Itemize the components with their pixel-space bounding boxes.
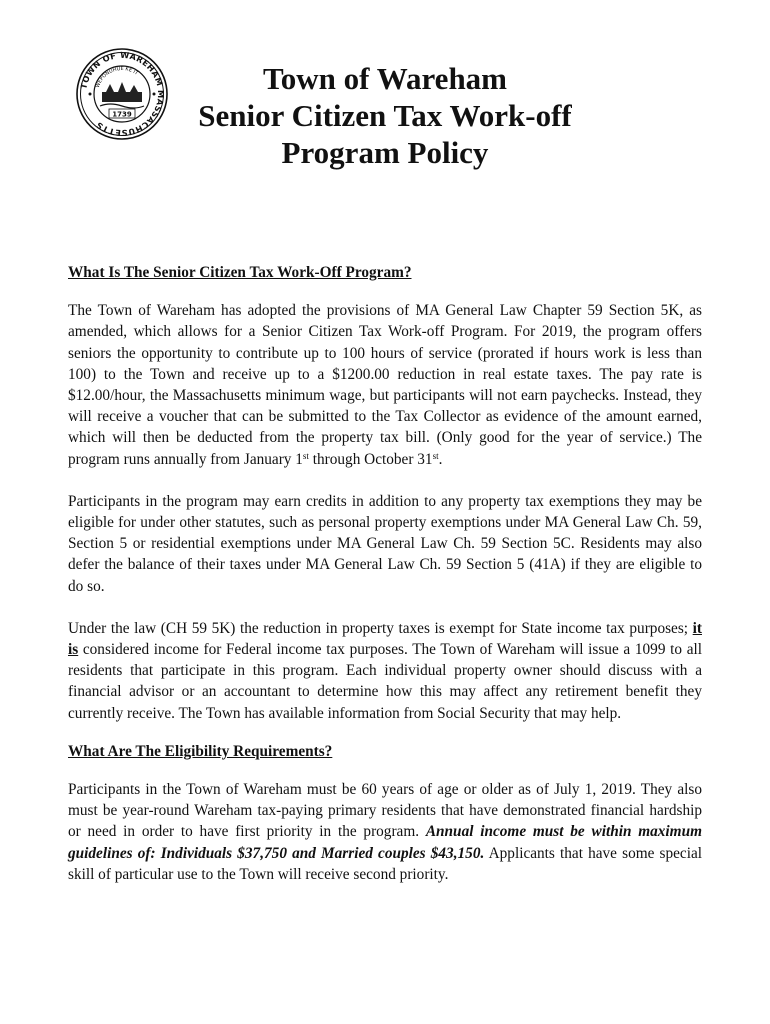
title-line-2: Senior Citizen Tax Work-off: [198, 98, 572, 133]
document-title: [170, 60, 600, 171]
paragraph-tax-law: [68, 618, 702, 724]
document-body: [68, 262, 702, 885]
paragraph-program-overview: [68, 300, 702, 470]
program-overview-text: The Town of Wareham has adopted the provisions of MA General Law Chapter 59 Section 5K, as amended, which allows for a Senior Citizen Tax Work-off Program. For 2019, the program offers seniors the opportunity to contribute up to 100 hours of service (prorated if hours work is less than 100) to the Town and receive up to a $1200.00 reduction in real estate taxes. The pay rate is $12.00/hour, the Massachusetts minimum wage, but participants will not earn paychecks. Instead, they will receive a voucher that can be submitted to the Tax Collector as evidence of the amount earned, which will then be deducted from the property tax bill. (Only good for the year of service.) The program runs annually from January 1: [68, 302, 702, 468]
section-heading-program: What Is The Senior Citizen Tax Work-Off Program?: [68, 264, 412, 281]
income-guidelines-emphasis: Annual income must be within maximum guidelines of: Individuals $37,750 and Married couples $43,150.: [68, 823, 702, 862]
seal-year: 1739: [112, 110, 132, 119]
title-line-3: Program Policy: [281, 135, 489, 170]
tax-law-text-start: Under the law (CH 59 5K) the reduction in property taxes is exempt for State income tax purposes;: [68, 619, 693, 637]
town-seal-icon: [76, 48, 168, 140]
tax-law-emphasis: it is: [68, 619, 702, 659]
paragraph-eligibility: [68, 779, 702, 885]
program-overview-end: .: [438, 450, 443, 468]
seal-inner-text: WEPONUHUE KE IT: [94, 65, 140, 89]
title-line-1: Town of Wareham: [262, 61, 508, 96]
program-overview-mid: through October 31: [308, 450, 433, 468]
eligibility-text-start: Participants in the Town of Wareham must be 60 years of age or older as of July 1, 2019. They also must be year-round Wareham tax-paying primary residents that have demonstrated financial hardship or need in order to have first priority in the program.: [68, 781, 702, 841]
section-heading-eligibility: What Are The Eligibility Requirements?: [68, 742, 333, 760]
eligibility-text-end: Applicants that have some special skill of particular use to the Town will receive second priority.: [68, 844, 703, 883]
superscript-st: st: [302, 450, 309, 461]
seal-ring-text: TOWN OF WAREHAM MASSACHUSETTS: [78, 49, 167, 139]
paragraph-exemptions: Participants in the program may earn credits in addition to any property tax exemptions they may be eligible for under other statutes, such as personal property exemptions under MA General Law Ch. 59, Section 5 or residential exemptions under MA General Law Ch. 59 Section 5C. Residents may also defer the balance of their taxes under MA General Law Ch. 59 Section 5 (41A) if they are eligible to do so.: [68, 492, 702, 595]
svg-text:WEPONUHUE KE IT: [95, 66, 140, 89]
seal-graphic: [76, 48, 168, 140]
superscript-st: st: [432, 450, 439, 461]
tax-law-text-end: considered income for Federal income tax purposes. The Town of Wareham will issue a 1099 to all residents that participate in this program. Each individual property owner should discuss with a financial advisor or an accountant to determine how this may affect any retirement benefit they currently receive. The Town has available information from Social Security that may help.: [68, 641, 702, 722]
